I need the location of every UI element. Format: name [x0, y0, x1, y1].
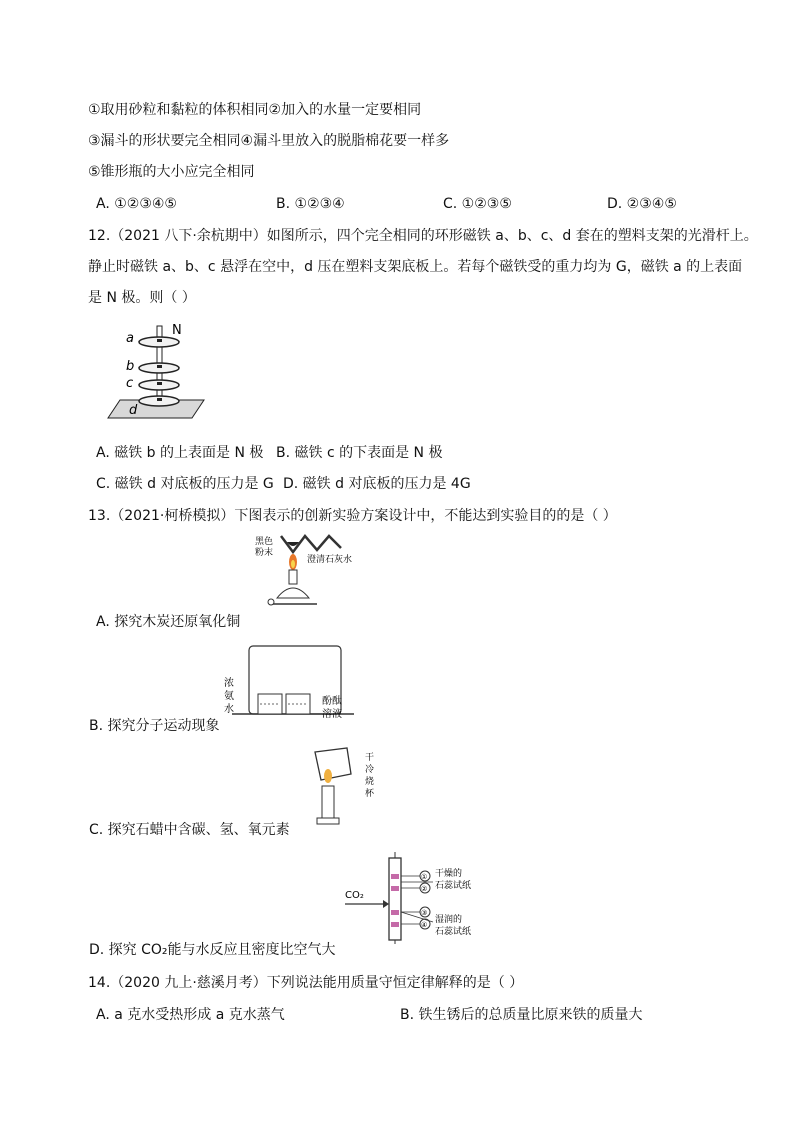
label-beaker-2: 冷 [365, 765, 375, 775]
label-beaker-4: 杯 [365, 789, 375, 799]
q11-line-1: ①取用砂粒和黏粒的体积相同②加入的水量一定要相同 [88, 102, 422, 118]
label-b: b [126, 359, 135, 374]
q11-option-c: C. ①②③⑤ [443, 196, 512, 212]
figure-c-apparatus [307, 744, 385, 828]
label-dry-2: 石蕊试纸 [435, 881, 472, 891]
label-a: a [126, 331, 134, 346]
q12-option-c: C. 磁铁 d 对底板的压力是 G [96, 476, 274, 492]
figure-b-apparatus [222, 642, 357, 722]
label-ammonia-1: 浓 [224, 678, 234, 689]
q14-option-b: B. 铁生锈后的总质量比原来铁的质量大 [400, 1007, 643, 1023]
figure-a-apparatus [253, 528, 363, 614]
q12-stem-line-1: 12.（2021 八下·余杭期中）如图所示，四个完全相同的环形磁铁 a、b、c、d 套在的塑料支架的光滑杆上。 [88, 228, 758, 244]
magnet-figure [96, 318, 216, 430]
label-n4: ④ [421, 921, 428, 929]
label-dry-1: 干燥的 [435, 869, 463, 879]
q11-option-b: B. ①②③④ [276, 196, 345, 212]
label-phenol-2: 溶液 [322, 709, 342, 720]
q13-option-c: C. 探究石蜡中含碳、氢、氧元素 [89, 822, 290, 838]
label-beaker-3: 烧 [365, 777, 375, 787]
q12-option-d: D. 磁铁 d 对底板的压力是 4G [283, 476, 471, 492]
label-beaker-1: 干 [365, 753, 375, 763]
q11-line-2: ③漏斗的形状要完全相同④漏斗里放入的脱脂棉花要一样多 [88, 133, 450, 149]
q13-option-a: A. 探究木炭还原氧化铜 [96, 614, 241, 630]
label-ammonia-3: 水 [224, 704, 234, 715]
q11-option-d: D. ②③④⑤ [607, 196, 677, 212]
label-wet-1: 湿润的 [435, 915, 463, 925]
label-co2: CO₂ [345, 890, 364, 901]
q12-stem-line-3: 是 N 极。则（ ） [88, 290, 196, 306]
q13-option-d: D. 探究 CO₂能与水反应且密度比空气大 [89, 942, 336, 958]
figure-d-apparatus [343, 852, 493, 944]
label-n1: ① [421, 873, 428, 881]
label-d: d [129, 403, 138, 418]
q11-line-3: ⑤锥形瓶的大小应完全相同 [88, 164, 255, 180]
label-wet-2: 石蕊试纸 [435, 927, 472, 937]
q13-stem: 13.（2021·柯桥模拟）下图表示的创新实验方案设计中，不能达到实验目的的是（ ） [88, 508, 617, 524]
q12-option-a: A. 磁铁 b 的上表面是 N 极 [96, 445, 264, 461]
label-limewater: 澄清石灰水 [307, 555, 353, 565]
label-black-2: 粉末 [255, 548, 274, 558]
q12-stem-line-2: 静止时磁铁 a、b、c 悬浮在空中，d 压在塑料支架底板上。若每个磁铁受的重力均为 G，磁铁 a 的上表面 [88, 259, 743, 275]
label-n: N [172, 323, 182, 338]
q12-option-b: B. 磁铁 c 的下表面是 N 极 [276, 445, 443, 461]
label-c: c [126, 376, 134, 391]
q14-stem: 14.（2020 九上·慈溪月考）下列说法能用质量守恒定律解释的是（ ） [88, 975, 524, 991]
label-n3: ③ [421, 909, 428, 917]
q11-option-a: A. ①②③④⑤ [96, 196, 177, 212]
label-black-1: 黑色 [255, 537, 274, 547]
label-ammonia-2: 氨 [224, 691, 234, 702]
label-n2: ② [421, 885, 428, 893]
label-phenol-1: 酚酞 [322, 696, 342, 707]
q13-option-b: B. 探究分子运动现象 [89, 718, 220, 734]
q14-option-a: A. a 克水受热形成 a 克水蒸气 [96, 1007, 285, 1023]
